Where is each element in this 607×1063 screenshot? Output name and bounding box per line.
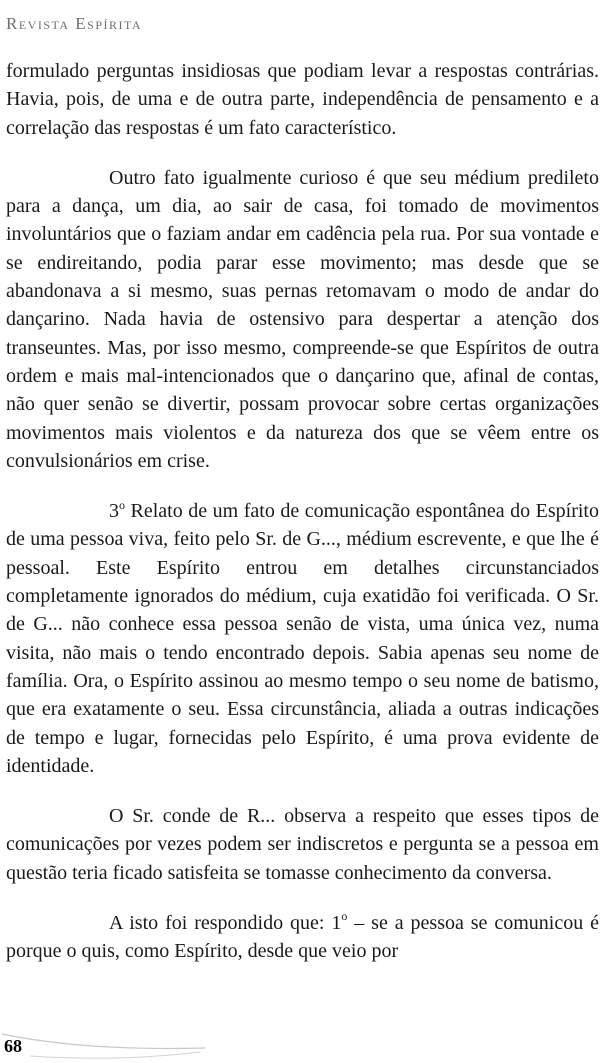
paragraph-5 xyxy=(6,909,599,966)
running-head: Revista Espírita xyxy=(6,14,143,33)
paragraph-3-text: Relato de um fato de comunicação espontânea do Espírito de uma pessoa viva, feito pelo Sr. de G..., médium escrevente, e que lhe é pessoal. Este Espírito entrou em detalhes circunstanciados completamente ignorados do médium, cuja exatidão foi verificada. O Sr. de G... não conhece essa pessoa senão de vista, uma única vez, numa visita, não mais o tendo encontrado depois. Sabia apenas seu nome de família. Ora, o Espírito assinou ao mesmo tempo o seu nome de batismo, que era exatamente o seu. Essa circunstância, aliada a outras indicações de tempo e lugar, fornecidas pelo Espírito, é uma prova evidente de identidade. xyxy=(6,500,599,777)
paragraph-5-start: A isto foi respondido que: 1 xyxy=(109,912,342,935)
paragraph-3-number: 3 xyxy=(109,500,119,523)
page-number: 68 xyxy=(4,1036,22,1056)
body-text xyxy=(6,57,599,966)
paragraph-4: O Sr. conde de R... observa a respeito que esses tipos de comunicações por vezes podem ser indiscretos e pergunta se a pessoa em questão teria ficado satisfeita se tomasse conhecimento da conversa. xyxy=(6,805,599,884)
paragraph-3 xyxy=(6,497,599,780)
decorative-swoosh-icon xyxy=(0,1020,220,1063)
paragraph-5-rest: – se a pessoa se comunicou é porque o quis, como Espírito, desde que veio por xyxy=(6,912,600,963)
ordinal-indicator: o xyxy=(341,909,348,924)
ordinal-indicator: o xyxy=(119,497,125,512)
paragraph-2: Outro fato igualmente curioso é que seu médium predileto para a dança, um dia, ao sair de casa, foi tomado de movimentos involuntários que o faziam andar em cadência pela rua. Por sua vontade e se endireitando, podia parar esse movimento; mas desde que se abandonava a si mesmo, suas pernas retomavam o modo de andar do dançarino. Nada havia de ostensivo para despertar a atenção dos transeuntes. Mas, por isso mesmo, compreende-se que Espíritos de outra ordem e mais mal-intencionados que o dançarino que, afinal de contas, não quer senão se divertir, possam provocar sobre certas organizações movimentos mais violentos e da natureza dos que se vêem entre os convulsionários em crise. xyxy=(6,166,599,472)
paragraph-1: formulado perguntas insidiosas que podiam levar a respostas contrárias. Havia, pois, de uma e de outra parte, independência de pensamento e a correlação das respostas é um fato característico. xyxy=(6,60,599,139)
